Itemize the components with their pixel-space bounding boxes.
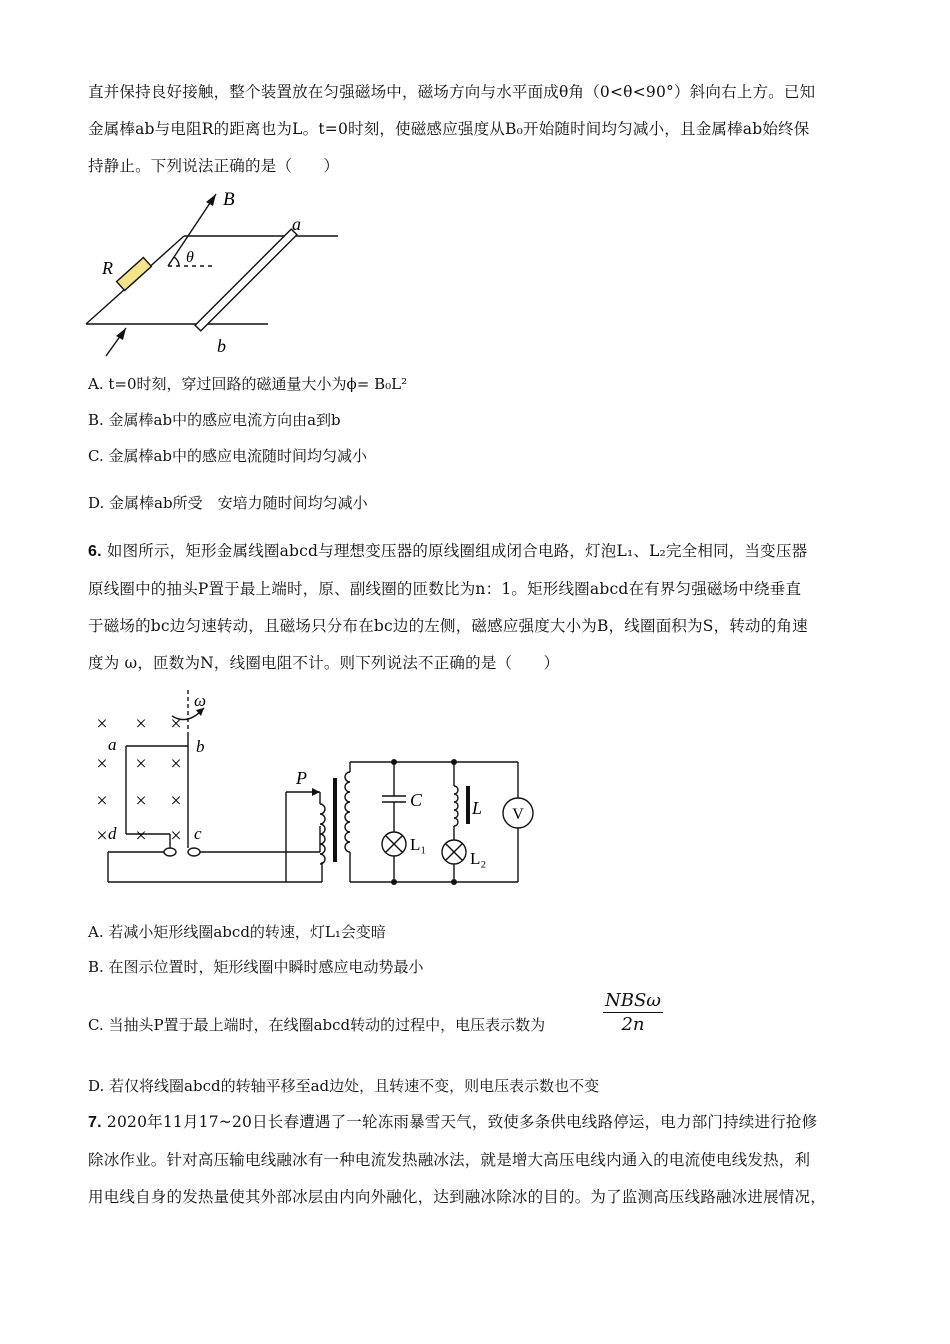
q6-label-L: L — [472, 798, 483, 818]
q6-label-b: b — [196, 737, 205, 756]
q7-number: 7. — [88, 1114, 102, 1131]
q6-label-P: P — [296, 768, 307, 788]
q5-figure — [80, 182, 360, 362]
q6-option-b: B. 在图示位置时，矩形线圈中瞬时感应电动势最小 — [88, 958, 424, 976]
cross: × — [135, 825, 147, 847]
q5-label-a: a — [292, 214, 301, 234]
q6-line-4: 度为 ω，匝数为N，线圈电阻不计。则下列说法不正确的是（ ） — [88, 654, 560, 672]
cross: × — [170, 713, 182, 735]
q6-line-3: 于磁场的bc边匀速转动，且磁场只分布在bc边的左侧，磁感应强度大小为B，线圈面积为S，转动的角速 — [88, 617, 808, 635]
q7-line-2: 除冰作业。针对高压输电线融冰有一种电流发热融冰法，就是增大高压电线内通入的电流使电线发热，利 — [88, 1151, 811, 1169]
q6-label-omega: ω — [194, 691, 207, 710]
q5-label-R: R — [102, 258, 113, 278]
q5-line-1: 直并保持良好接触，整个装置放在匀强磁场中，磁场方向与水平面成θ角（0<θ<90°）斜向右上方。已知 — [88, 83, 816, 101]
voltage-fraction — [603, 990, 663, 1037]
q6-line-2: 原线圈中的抽头P置于最上端时，原、副线圈的匝数比为n：1。矩形线圈abcd在有界匀强磁场中绕垂直 — [88, 580, 802, 598]
q6-line-1 — [88, 541, 807, 562]
cross: × — [96, 713, 108, 735]
cross: × — [96, 825, 108, 847]
q6-option-d: D. 若仅将线圈abcd的转轴平移至ad边处，且转速不变，则电压表示数也不变 — [88, 1077, 600, 1095]
q5-option-d: D. 金属棒ab所受 安培力随时间均匀减小 — [88, 494, 368, 512]
cross: × — [170, 753, 182, 775]
q5-label-theta: θ — [186, 249, 194, 266]
q7-line-1-text: 2020年11月17~20日长春遭遇了一轮冻雨暴雪天气，致使多条供电线路停运，电力部门持续进行抢修 — [106, 1113, 818, 1131]
cross: × — [135, 753, 147, 775]
cross: × — [96, 790, 108, 812]
q5-option-b: B. 金属棒ab中的感应电流方向由a到b — [88, 411, 341, 429]
q5-label-B: B — [223, 189, 235, 210]
q6-option-c: C. 当抽头P置于最上端时，在线圈abcd转动的过程中，电压表示数为 — [88, 1016, 546, 1034]
q7-line-1 — [88, 1112, 817, 1133]
cross: × — [96, 753, 108, 775]
q6-line-1-text: 如图所示，矩形金属线圈abcd与理想变压器的原线圈组成闭合电路，灯泡L₁、L₂完全相同，当变压器 — [106, 542, 808, 560]
voltmeter-label: V — [512, 806, 524, 823]
q6-label-C: C — [410, 790, 423, 810]
q5-option-c: C. 金属棒ab中的感应电流随时间均匀减小 — [88, 447, 368, 465]
fraction-numerator: NBSω — [605, 990, 661, 1011]
cross: × — [170, 790, 182, 812]
q6-figure — [88, 686, 548, 888]
q6-label-c: c — [194, 824, 202, 843]
q5-label-b: b — [217, 336, 226, 356]
cross: × — [170, 825, 182, 847]
q6-number: 6. — [88, 543, 102, 560]
q6-label-L1: L₁ — [410, 835, 427, 854]
q5-option-a: A. t=0时刻，穿过回路的磁通量大小为ϕ= B₀L² — [88, 375, 408, 393]
q5-line-3: 持静止。下列说法正确的是（ ） — [88, 157, 340, 175]
q6-label-d: d — [108, 824, 117, 843]
q6-label-L2: L₂ — [470, 849, 487, 868]
q6-option-a: A. 若减小矩形线圈abcd的转速，灯L₁会变暗 — [88, 923, 386, 941]
q7-line-3: 用电线自身的发热量使其外部冰层由内向外融化，达到融冰除冰的目的。为了监测高压线路融冰进展情况， — [88, 1188, 826, 1206]
q6-label-a: a — [108, 735, 117, 754]
fraction-denominator: 2n — [621, 1014, 645, 1035]
cross: × — [135, 713, 147, 735]
cross: × — [135, 790, 147, 812]
q5-line-2: 金属棒ab与电阻R的距离也为L。t=0时刻，使磁感应强度从B₀开始随时间均匀减小，且金属棒ab始终保 — [88, 120, 810, 138]
